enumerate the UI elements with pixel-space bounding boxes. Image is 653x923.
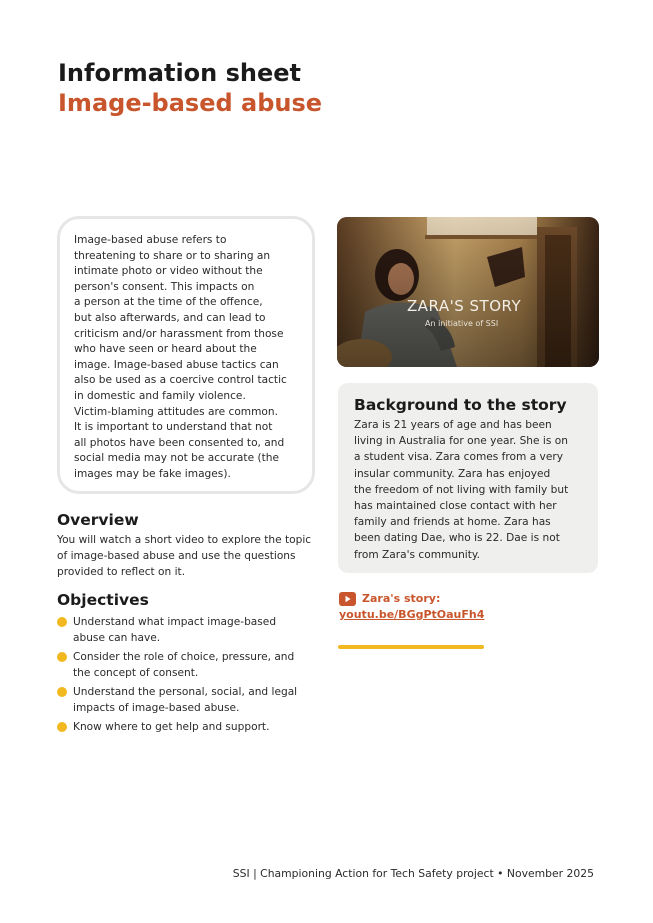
background-line: family and friends at home. Zara has xyxy=(354,516,551,529)
video-thumbnail[interactable] xyxy=(337,217,599,367)
intro-line: It is important to understand that not xyxy=(74,421,273,434)
objective-line: Understand what impact image-based xyxy=(73,616,277,628)
background-heading: Background to the story xyxy=(354,396,567,414)
intro-line: a person at the time of the offence, xyxy=(74,296,263,309)
intro-line: images may be fake images). xyxy=(74,467,231,480)
video-link-label: Zara's story: xyxy=(362,591,441,605)
overview-line: You will watch a short video to explore the topic xyxy=(57,534,312,546)
video-title: ZARA'S STORY xyxy=(407,297,522,315)
bullet-dot-icon xyxy=(57,617,67,627)
intro-line: in domestic and family violence. xyxy=(74,389,246,402)
bullet-dot-icon xyxy=(57,722,67,732)
background-line: the freedom of not living with family but xyxy=(354,483,569,496)
intro-line: all photos have been consented to, and xyxy=(74,436,285,449)
objective-line: Consider the role of choice, pressure, and xyxy=(73,651,295,663)
background-line: from Zara's community. xyxy=(354,548,481,561)
list-item xyxy=(57,684,327,716)
background-line: insular community. Zara has enjoyed xyxy=(354,467,551,480)
list-item xyxy=(57,719,327,735)
intro-line: threatening to share or to sharing an xyxy=(74,249,271,262)
intro-line: also be used as a coercive control tactic xyxy=(74,374,287,387)
objective-line: the concept of consent. xyxy=(73,667,199,679)
accent-divider xyxy=(338,645,484,649)
background-line: living in Australia for one year. She is on xyxy=(354,435,568,448)
video-link[interactable]: youtu.be/BGgPtOauFh4 xyxy=(339,608,485,621)
bullet-dot-icon xyxy=(57,652,67,662)
objectives-list xyxy=(57,614,327,735)
objective-line: Know where to get help and support. xyxy=(73,721,270,733)
youtube-icon xyxy=(339,591,356,605)
objective-line: impacts of image-based abuse. xyxy=(73,702,240,714)
overview-heading: Overview xyxy=(57,511,139,529)
overview-section xyxy=(57,510,327,580)
intro-line: who have seen or heard about the xyxy=(74,343,257,356)
overview-line: provided to reflect on it. xyxy=(57,566,186,578)
list-item xyxy=(57,614,327,646)
page-subtitle: Image-based abuse xyxy=(58,89,323,117)
intro-line: Image-based abuse refers to xyxy=(74,234,227,246)
page-footer: SSI | Championing Action for Tech Safety project • November 2025 xyxy=(232,867,594,880)
background-text xyxy=(354,417,584,563)
title-block xyxy=(58,58,558,118)
intro-line: person's consent. This impacts on xyxy=(74,280,255,293)
background-line: has maintained close contact with her xyxy=(354,500,557,513)
intro-line: Victim-blaming attitudes are common. xyxy=(74,405,278,418)
intro-line: image. Image-based abuse tactics can xyxy=(74,358,279,371)
video-link-block xyxy=(339,589,539,623)
background-line: Zara is 21 years of age and has been xyxy=(354,419,552,431)
background-box xyxy=(338,383,598,573)
background-line: a student visa. Zara comes from a very xyxy=(354,451,563,464)
intro-line: intimate photo or video without the xyxy=(74,265,263,278)
page-title: Information sheet xyxy=(58,59,302,87)
list-item xyxy=(57,649,327,681)
intro-line: criticism and/or harassment from those xyxy=(74,327,284,340)
overview-text xyxy=(57,532,327,580)
video-still-image xyxy=(337,217,599,367)
video-subtitle: An initiative of SSI xyxy=(425,319,499,328)
intro-text xyxy=(74,233,298,483)
intro-box xyxy=(57,216,315,494)
objectives-heading: Objectives xyxy=(57,591,149,609)
overview-line: of image-based abuse and use the questions xyxy=(57,550,296,562)
objective-line: Understand the personal, social, and legal xyxy=(73,686,298,698)
intro-line: social media may not be accurate (the xyxy=(74,452,279,465)
background-line: been dating Dae, who is 22. Dae is not xyxy=(354,532,560,545)
objectives-section xyxy=(57,590,327,738)
objective-line: abuse can have. xyxy=(73,632,161,644)
video-link-row xyxy=(339,589,539,607)
intro-line: but also afterwards, and can lead to xyxy=(74,311,266,324)
bullet-dot-icon xyxy=(57,687,67,697)
